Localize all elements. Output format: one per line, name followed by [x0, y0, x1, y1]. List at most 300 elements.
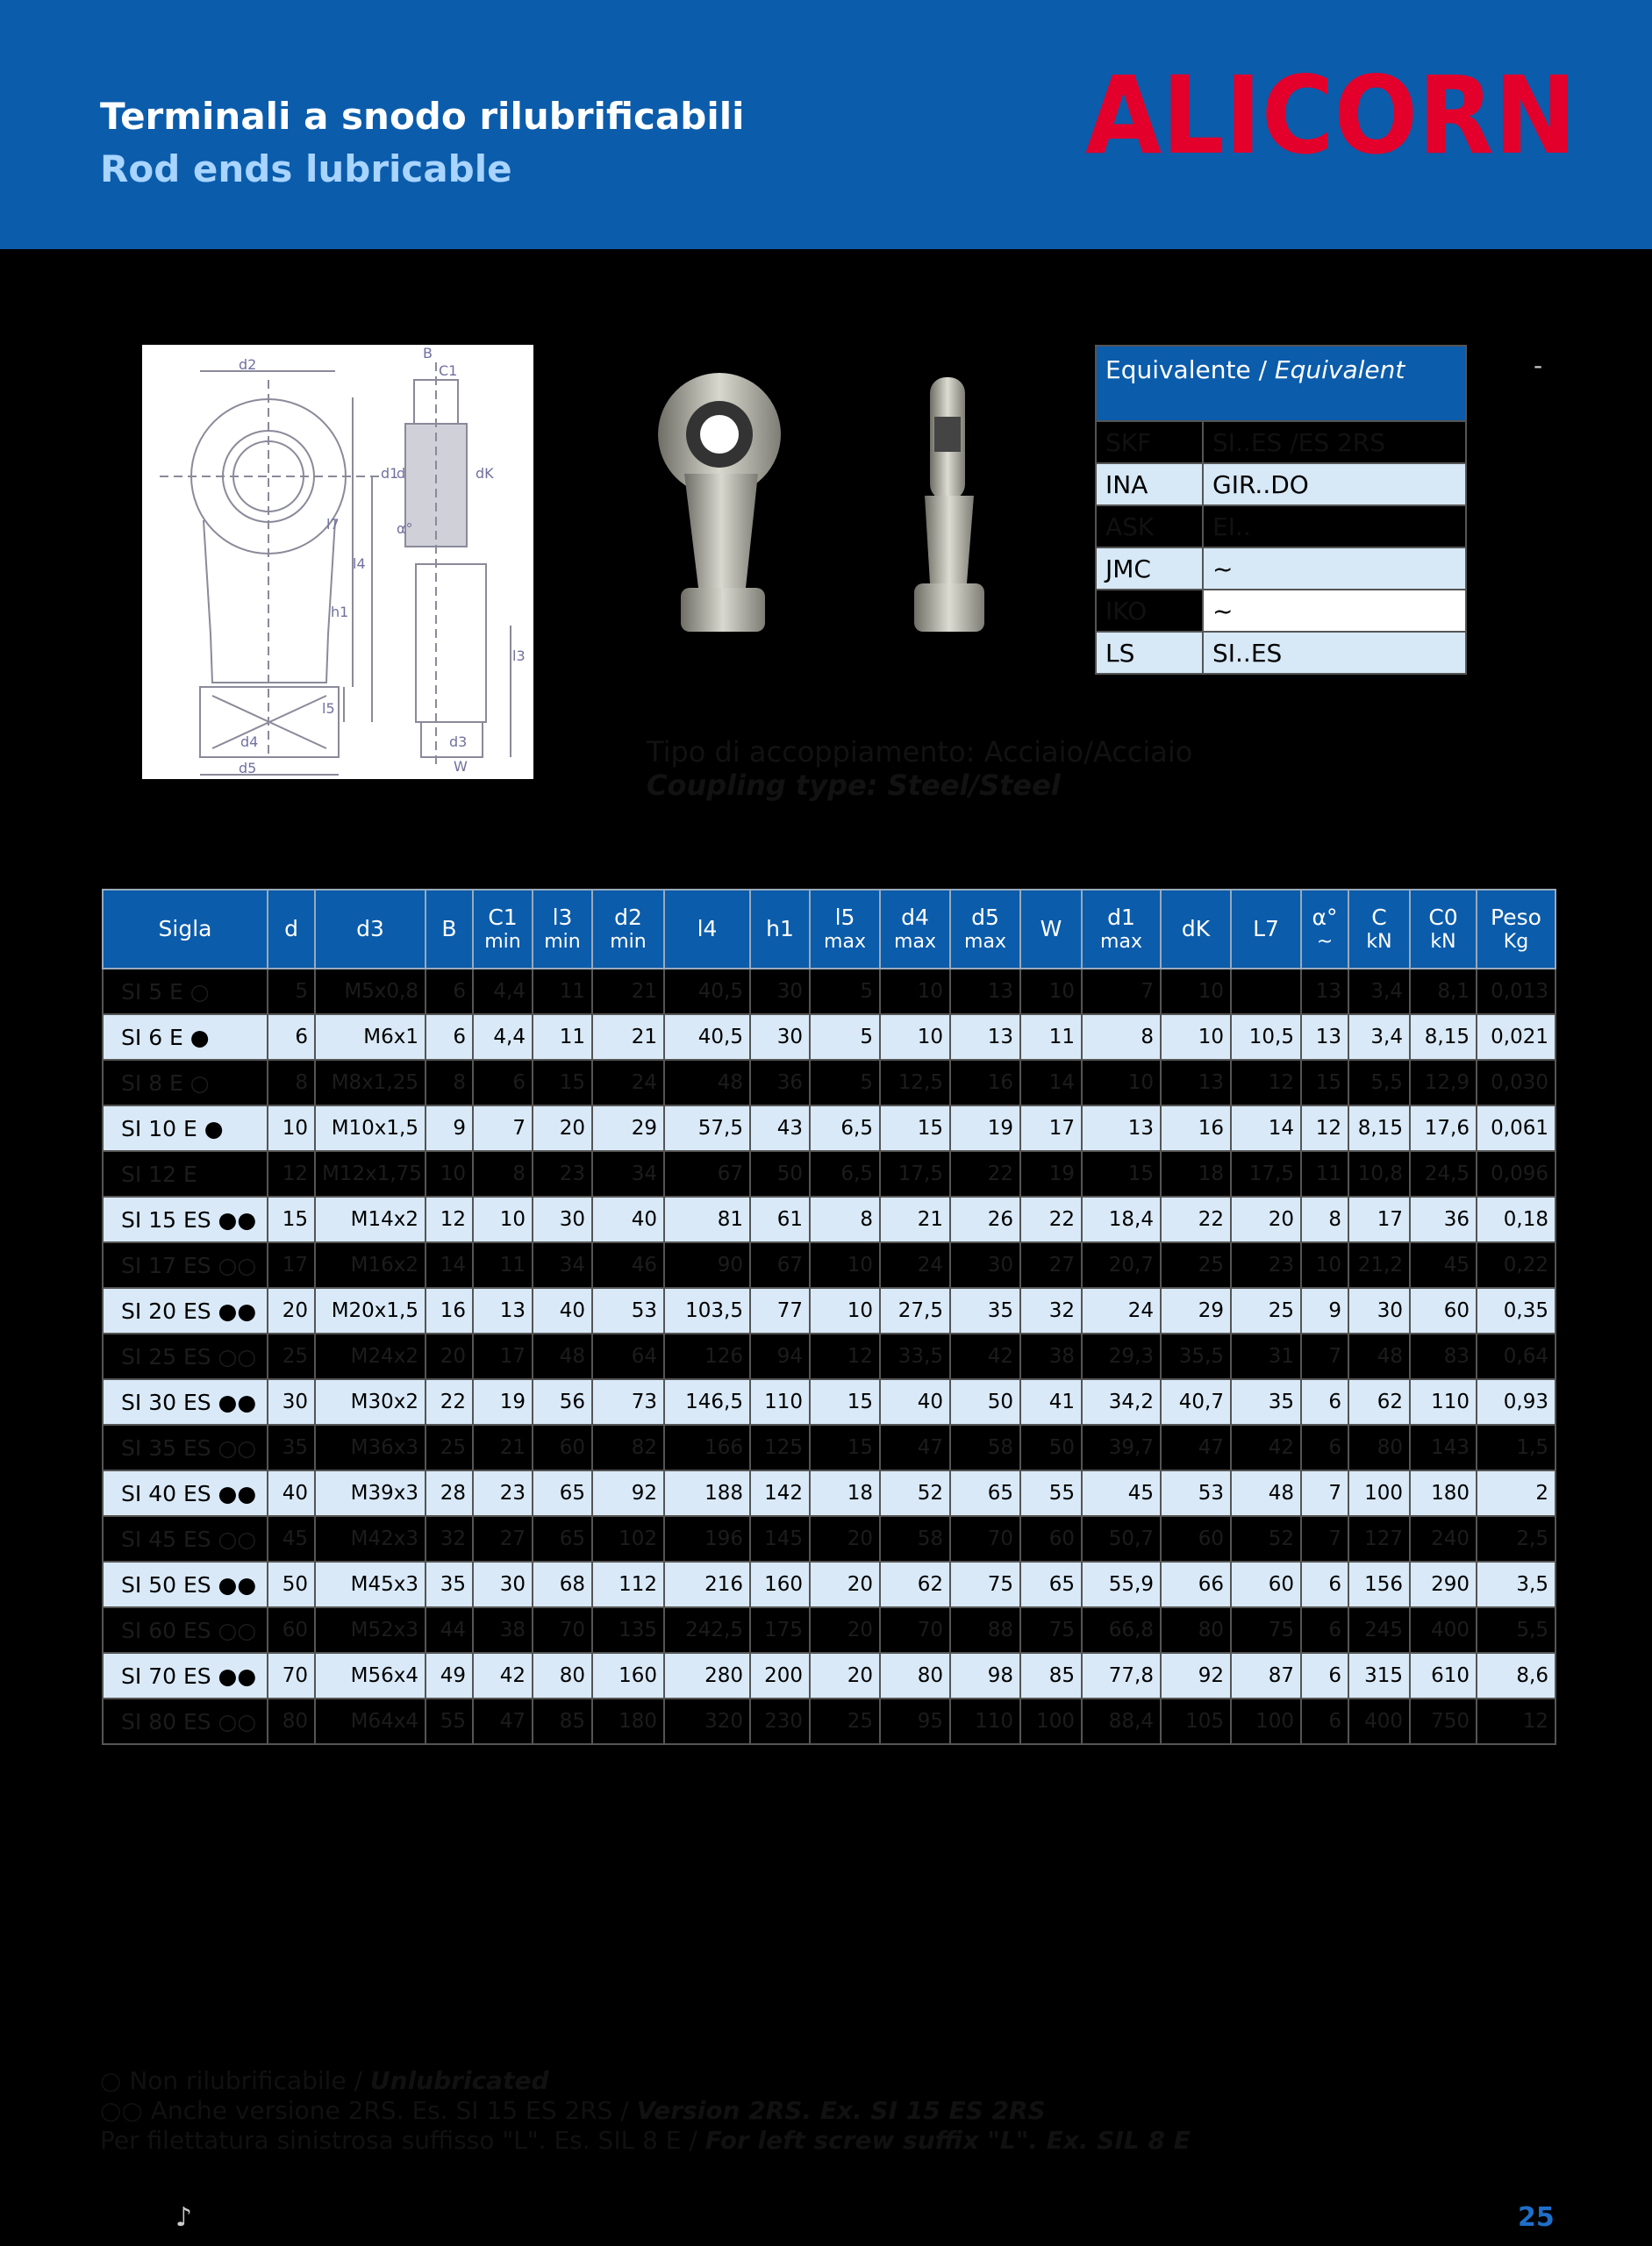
table-cell: 60 — [1410, 1288, 1477, 1334]
table-cell: 6 — [1301, 1562, 1348, 1607]
table-cell: 21,2 — [1348, 1242, 1410, 1288]
table-cell: 2 — [1477, 1470, 1555, 1516]
table-cell: 17 — [1020, 1105, 1082, 1151]
table-cell: 56 — [533, 1379, 592, 1425]
rod-end-front-photo — [649, 368, 798, 640]
table-cell: 0,061 — [1477, 1105, 1555, 1151]
table-cell: 0,030 — [1477, 1060, 1555, 1105]
equivalent-code: EI.. — [1203, 505, 1466, 547]
table-cell: 52 — [1231, 1516, 1301, 1562]
table-cell: 48 — [664, 1060, 750, 1105]
table-cell: 20 — [810, 1562, 880, 1607]
table-cell: 242,5 — [664, 1607, 750, 1653]
side-mark: - — [1534, 351, 1543, 380]
table-cell: 0,013 — [1477, 969, 1555, 1014]
equivalent-table — [1095, 345, 1467, 675]
table-cell: 65 — [533, 1470, 592, 1516]
table-cell: 125 — [750, 1425, 810, 1470]
table-cell: 80 — [880, 1653, 950, 1699]
equivalent-header: Equivalente / Equivalent — [1096, 346, 1466, 421]
table-cell: 15 — [1082, 1151, 1161, 1197]
table-cell: 8,6 — [1477, 1653, 1555, 1699]
table-cell: 40,5 — [664, 1014, 750, 1060]
table-cell: 13 — [950, 969, 1020, 1014]
table-cell: 62 — [880, 1562, 950, 1607]
table-cell: 280 — [664, 1653, 750, 1699]
page-title-english: Rod ends lubricable — [100, 147, 512, 190]
table-cell: 145 — [750, 1516, 810, 1562]
table-cell: 77,8 — [1082, 1653, 1161, 1699]
table-cell: 12 — [1231, 1060, 1301, 1105]
table-cell: 5 — [810, 1060, 880, 1105]
table-cell: M12x1,75 — [315, 1151, 426, 1197]
column-header-unit: Kg — [1503, 930, 1529, 953]
table-cell: 127 — [1348, 1516, 1410, 1562]
table-cell: 21 — [592, 969, 664, 1014]
table-cell: 80 — [268, 1699, 315, 1744]
svg-text:B: B — [423, 345, 433, 361]
table-cell: 6 — [426, 969, 473, 1014]
table-cell: 40 — [533, 1288, 592, 1334]
table-cell: 65 — [1020, 1562, 1082, 1607]
footnote-3-en: For left screw suffix "L". Ex. SIL 8 E — [704, 2126, 1191, 2155]
table-cell: 8,15 — [1410, 1014, 1477, 1060]
table-cell: 34,2 — [1082, 1379, 1161, 1425]
table-cell: M5x0,8 — [315, 969, 426, 1014]
table-cell: 6 — [1301, 1607, 1348, 1653]
column-header — [1231, 890, 1301, 969]
table-cell: 18 — [1161, 1151, 1231, 1197]
table-cell: 48 — [1348, 1334, 1410, 1379]
table-row — [103, 1470, 1555, 1516]
table-cell: 73 — [592, 1379, 664, 1425]
table-cell: 1,5 — [1477, 1425, 1555, 1470]
table-cell: 67 — [664, 1151, 750, 1197]
column-header-unit: max — [824, 930, 866, 953]
table-cell: 9 — [1301, 1288, 1348, 1334]
table-cell: 9 — [426, 1105, 473, 1151]
table-cell: 25 — [810, 1699, 880, 1744]
table-cell: 55 — [1020, 1470, 1082, 1516]
table-cell: 46 — [592, 1242, 664, 1288]
table-cell: 7 — [1301, 1470, 1348, 1516]
table-cell: M39x3 — [315, 1470, 426, 1516]
table-cell: 55 — [426, 1699, 473, 1744]
table-cell: 29,3 — [1082, 1334, 1161, 1379]
column-header — [1020, 890, 1082, 969]
table-cell: 15 — [1301, 1060, 1348, 1105]
part-code-cell: SI 10 E ● — [103, 1105, 268, 1151]
part-code-cell: SI 15 ES ●● — [103, 1197, 268, 1242]
table-cell: 44 — [426, 1607, 473, 1653]
table-cell: 11 — [1020, 1014, 1082, 1060]
table-cell: 52 — [880, 1470, 950, 1516]
part-code-cell: SI 40 ES ●● — [103, 1470, 268, 1516]
table-cell: 143 — [1410, 1425, 1477, 1470]
table-cell: 15 — [533, 1060, 592, 1105]
equivalent-row — [1096, 547, 1466, 590]
table-cell: 83 — [1410, 1334, 1477, 1379]
column-header-unit: max — [894, 930, 936, 953]
equivalent-title-it: Equivalente — [1105, 355, 1251, 384]
table-cell: 53 — [1161, 1470, 1231, 1516]
part-code-cell: SI 45 ES ○○ — [103, 1516, 268, 1562]
table-cell: 17 — [268, 1242, 315, 1288]
equivalent-code: SI..ES /ES 2RS — [1203, 421, 1466, 463]
table-cell: 61 — [750, 1197, 810, 1242]
column-header — [426, 890, 473, 969]
table-cell: 75 — [950, 1562, 1020, 1607]
table-cell: 5,5 — [1348, 1060, 1410, 1105]
column-header-label: l4 — [697, 915, 718, 941]
table-cell: 22 — [426, 1379, 473, 1425]
table-cell: 100 — [1231, 1699, 1301, 1744]
table-cell: 290 — [1410, 1562, 1477, 1607]
table-cell: 67 — [750, 1242, 810, 1288]
table-cell: 0,64 — [1477, 1334, 1555, 1379]
table-cell: 6 — [268, 1014, 315, 1060]
table-cell: 30 — [533, 1197, 592, 1242]
table-cell: 35 — [426, 1562, 473, 1607]
table-cell: 20 — [268, 1288, 315, 1334]
equivalent-row — [1096, 632, 1466, 674]
table-cell: 0,096 — [1477, 1151, 1555, 1197]
column-header-unit: max — [964, 930, 1006, 953]
table-row — [103, 1151, 1555, 1197]
table-cell: 28 — [426, 1470, 473, 1516]
column-header-label: d — [284, 915, 298, 941]
equivalent-row — [1096, 463, 1466, 505]
table-cell: 10,5 — [1231, 1014, 1301, 1060]
table-cell: 35 — [1231, 1379, 1301, 1425]
svg-text:d: d — [397, 465, 406, 482]
column-header-unit: min — [610, 930, 647, 953]
table-cell: 0,35 — [1477, 1288, 1555, 1334]
table-cell: 29 — [1161, 1288, 1231, 1334]
table-cell: 8 — [473, 1151, 533, 1197]
table-cell: 92 — [592, 1470, 664, 1516]
table-cell: 30 — [750, 1014, 810, 1060]
table-cell: 10 — [880, 1014, 950, 1060]
table-cell: M20x1,5 — [315, 1288, 426, 1334]
table-cell: 6 — [426, 1014, 473, 1060]
table-cell: 0,22 — [1477, 1242, 1555, 1288]
table-cell: M45x3 — [315, 1562, 426, 1607]
equivalent-code: ~ — [1203, 547, 1466, 590]
table-cell: 6 — [473, 1060, 533, 1105]
table-cell: 160 — [750, 1562, 810, 1607]
column-header — [1477, 890, 1555, 969]
table-cell: 5,5 — [1477, 1607, 1555, 1653]
table-cell: 196 — [664, 1516, 750, 1562]
table-cell: M56x4 — [315, 1653, 426, 1699]
table-cell: 16 — [1161, 1105, 1231, 1151]
table-cell: 70 — [880, 1607, 950, 1653]
coupling-type-english: Coupling type: Steel/Steel — [647, 769, 1061, 802]
table-cell: 25 — [268, 1334, 315, 1379]
table-row — [103, 1653, 1555, 1699]
column-header — [810, 890, 880, 969]
column-header — [268, 890, 315, 969]
table-cell: 24 — [880, 1242, 950, 1288]
table-cell: 75 — [1231, 1607, 1301, 1653]
table-cell: 6,5 — [810, 1151, 880, 1197]
table-cell: 58 — [950, 1425, 1020, 1470]
column-header-unit: kN — [1430, 930, 1456, 953]
table-cell: 40 — [592, 1197, 664, 1242]
table-cell: 48 — [1231, 1470, 1301, 1516]
table-cell: 146,5 — [664, 1379, 750, 1425]
table-cell: 85 — [1020, 1653, 1082, 1699]
table-cell: 90 — [664, 1242, 750, 1288]
table-cell: 41 — [1020, 1379, 1082, 1425]
table-cell: 77 — [750, 1288, 810, 1334]
table-cell: 50,7 — [1082, 1516, 1161, 1562]
part-code-cell: SI 5 E ○ — [103, 969, 268, 1014]
table-cell: 82 — [592, 1425, 664, 1470]
table-cell: 11 — [473, 1242, 533, 1288]
column-header — [750, 890, 810, 969]
table-cell: 94 — [750, 1334, 810, 1379]
table-cell: 112 — [592, 1562, 664, 1607]
table-cell: 23 — [473, 1470, 533, 1516]
table-cell: 45 — [1410, 1242, 1477, 1288]
table-cell: M10x1,5 — [315, 1105, 426, 1151]
equivalent-title-en: Equivalent — [1274, 355, 1405, 384]
table-cell: 11 — [533, 969, 592, 1014]
table-cell: 17 — [1348, 1197, 1410, 1242]
column-header-label: dK — [1181, 915, 1211, 941]
table-row — [103, 1379, 1555, 1425]
column-header — [950, 890, 1020, 969]
table-cell: 24,5 — [1410, 1151, 1477, 1197]
footnote-2-en: Version 2RS. Ex. SI 15 ES 2RS — [636, 2096, 1046, 2125]
column-header-label: C1 — [488, 904, 518, 930]
table-cell: 105 — [1161, 1699, 1231, 1744]
table-cell: 216 — [664, 1562, 750, 1607]
column-header-label: l5 — [834, 904, 855, 930]
column-header — [473, 890, 533, 969]
svg-text:d1: d1 — [381, 465, 399, 482]
table-cell: M24x2 — [315, 1334, 426, 1379]
table-cell: 12,5 — [880, 1060, 950, 1105]
table-cell: 7 — [1301, 1516, 1348, 1562]
table-cell: 7 — [473, 1105, 533, 1151]
table-cell: 3,4 — [1348, 969, 1410, 1014]
table-cell: 98 — [950, 1653, 1020, 1699]
table-cell: 47 — [1161, 1425, 1231, 1470]
table-cell: 87 — [1231, 1653, 1301, 1699]
svg-text:d3: d3 — [449, 733, 468, 750]
table-cell: 4,4 — [473, 969, 533, 1014]
column-header-label: d2 — [614, 904, 642, 930]
table-cell: 40,5 — [664, 969, 750, 1014]
table-cell: 40,7 — [1161, 1379, 1231, 1425]
table-cell: 0,93 — [1477, 1379, 1555, 1425]
table-cell: 50 — [750, 1151, 810, 1197]
table-cell: 14 — [426, 1242, 473, 1288]
svg-text:dK: dK — [476, 465, 494, 482]
table-cell: 60 — [1161, 1516, 1231, 1562]
table-cell: 21 — [592, 1014, 664, 1060]
part-code-cell: SI 6 E ● — [103, 1014, 268, 1060]
column-header-label: d5 — [971, 904, 999, 930]
footnote-1-it: ○ Non rilubrificabile / — [100, 2066, 370, 2095]
footnote-1-en: Unlubricated — [369, 2066, 549, 2095]
table-cell: 32 — [1020, 1288, 1082, 1334]
svg-text:l7: l7 — [326, 516, 340, 533]
table-cell: 6 — [1301, 1425, 1348, 1470]
table-cell: 13 — [950, 1014, 1020, 1060]
part-code-cell: SI 20 ES ●● — [103, 1288, 268, 1334]
column-header — [664, 890, 750, 969]
table-cell: 10 — [268, 1105, 315, 1151]
table-row — [103, 1562, 1555, 1607]
table-cell: 70 — [533, 1607, 592, 1653]
table-cell: 2,5 — [1477, 1516, 1555, 1562]
table-cell: 5 — [810, 1014, 880, 1060]
table-cell: 30 — [268, 1379, 315, 1425]
equivalent-code: SI..ES — [1203, 632, 1466, 674]
table-cell: 8 — [268, 1060, 315, 1105]
table-cell: M42x3 — [315, 1516, 426, 1562]
table-cell: 42 — [1231, 1425, 1301, 1470]
table-cell: 20 — [810, 1653, 880, 1699]
table-cell: 10 — [1161, 1014, 1231, 1060]
table-cell: 34 — [592, 1151, 664, 1197]
table-cell: 65 — [950, 1470, 1020, 1516]
table-cell: 15 — [880, 1105, 950, 1151]
table-cell: 30 — [1348, 1288, 1410, 1334]
table-cell: 66 — [1161, 1562, 1231, 1607]
table-row — [103, 1060, 1555, 1105]
footnote-3-it: Per filettatura sinistrosa suffisso "L". Es. SIL 8 E / — [100, 2126, 705, 2155]
table-cell: 8,1 — [1410, 969, 1477, 1014]
table-cell: 18,4 — [1082, 1197, 1161, 1242]
svg-text:α°: α° — [397, 520, 413, 537]
table-cell: 15 — [810, 1379, 880, 1425]
column-header-label: α° — [1312, 904, 1338, 930]
table-cell: 21 — [880, 1197, 950, 1242]
table-cell: 35 — [268, 1425, 315, 1470]
table-cell: 31 — [1231, 1334, 1301, 1379]
rod-end-side-photo — [904, 373, 991, 640]
equivalent-brand: SKF — [1096, 421, 1203, 463]
column-header-label: d1 — [1107, 904, 1135, 930]
table-header-row — [103, 890, 1555, 969]
table-cell: 22 — [1161, 1197, 1231, 1242]
table-cell: 39,7 — [1082, 1425, 1161, 1470]
table-cell: 21 — [473, 1425, 533, 1470]
table-cell: 13 — [1161, 1060, 1231, 1105]
table-cell: 8 — [1082, 1014, 1161, 1060]
column-header-label: d3 — [356, 915, 384, 941]
column-header — [1301, 890, 1348, 969]
table-cell: 12 — [810, 1334, 880, 1379]
column-header-label: Peso — [1491, 904, 1541, 930]
table-cell: 27,5 — [880, 1288, 950, 1334]
table-cell: M36x3 — [315, 1425, 426, 1470]
table-cell: 60 — [1231, 1562, 1301, 1607]
table-cell: 13 — [1301, 1014, 1348, 1060]
svg-text:ALICORN: ALICORN — [1085, 68, 1577, 161]
table-cell: 14 — [1231, 1105, 1301, 1151]
svg-text:l5: l5 — [322, 700, 335, 717]
table-cell: 20 — [810, 1516, 880, 1562]
column-header-label: d4 — [901, 904, 929, 930]
column-header — [1410, 890, 1477, 969]
equivalent-row — [1096, 590, 1466, 632]
table-cell: 7 — [1082, 969, 1161, 1014]
table-cell: M6x1 — [315, 1014, 426, 1060]
table-cell: 180 — [592, 1699, 664, 1744]
table-cell: 135 — [592, 1607, 664, 1653]
table-cell: 8,15 — [1348, 1105, 1410, 1151]
table-cell: 0,18 — [1477, 1197, 1555, 1242]
table-cell: 180 — [1410, 1470, 1477, 1516]
coupling-type-italian: Tipo di accoppiamento: Acciaio/Acciaio — [647, 735, 1193, 769]
table-cell: 36 — [750, 1060, 810, 1105]
table-cell: 32 — [426, 1516, 473, 1562]
table-cell: 57,5 — [664, 1105, 750, 1151]
table-row — [103, 1607, 1555, 1653]
table-cell: 15 — [268, 1197, 315, 1242]
equivalent-row — [1096, 505, 1466, 547]
column-header — [315, 890, 426, 969]
table-cell: 240 — [1410, 1516, 1477, 1562]
column-header-label: C — [1371, 904, 1387, 930]
table-cell: 16 — [426, 1288, 473, 1334]
table-cell: 17,5 — [880, 1151, 950, 1197]
table-cell: 27 — [1020, 1242, 1082, 1288]
table-cell: 13 — [473, 1288, 533, 1334]
page-title-italian: Terminali a snodo rilubrificabili — [100, 95, 745, 138]
svg-text:d2: d2 — [239, 356, 257, 373]
table-cell: 10 — [1020, 969, 1082, 1014]
table-cell: 8 — [810, 1197, 880, 1242]
table-cell: 64 — [592, 1334, 664, 1379]
table-cell: 12,9 — [1410, 1060, 1477, 1105]
table-cell: 12 — [1477, 1699, 1555, 1744]
column-header-unit: ~ — [1316, 930, 1334, 953]
table-cell: 45 — [268, 1516, 315, 1562]
column-header-unit: kN — [1366, 930, 1392, 953]
table-cell: 50 — [950, 1379, 1020, 1425]
table-cell: 50 — [268, 1562, 315, 1607]
table-cell: 20 — [533, 1105, 592, 1151]
table-cell: 35,5 — [1161, 1334, 1231, 1379]
table-cell: 10 — [1161, 969, 1231, 1014]
table-cell: 10 — [810, 1242, 880, 1288]
table-cell: 15 — [810, 1425, 880, 1470]
table-cell: 103,5 — [664, 1288, 750, 1334]
table-cell: 20 — [810, 1607, 880, 1653]
table-cell: 11 — [1301, 1151, 1348, 1197]
table-cell: 10 — [1301, 1242, 1348, 1288]
table-cell: 245 — [1348, 1607, 1410, 1653]
table-cell: 0,021 — [1477, 1014, 1555, 1060]
table-cell: 315 — [1348, 1653, 1410, 1699]
table-cell: 60 — [533, 1425, 592, 1470]
table-cell: 8 — [426, 1060, 473, 1105]
table-cell: 100 — [1020, 1699, 1082, 1744]
table-cell: 30 — [750, 969, 810, 1014]
table-row — [103, 1288, 1555, 1334]
table-cell: 27 — [473, 1516, 533, 1562]
table-cell: 175 — [750, 1607, 810, 1653]
table-cell: 88,4 — [1082, 1699, 1161, 1744]
table-cell: 166 — [664, 1425, 750, 1470]
